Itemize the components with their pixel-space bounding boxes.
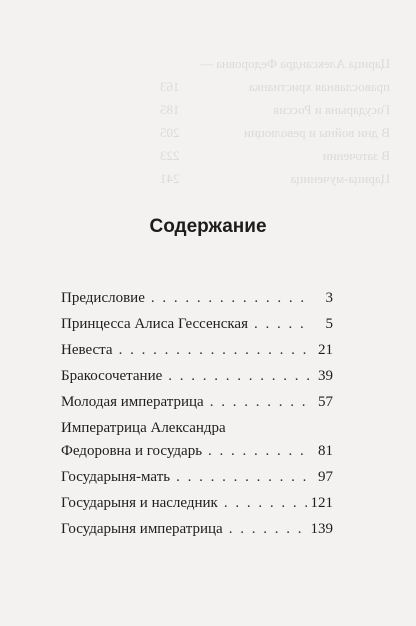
- toc-entry-title-cont: Федоровна и государь: [61, 443, 203, 459]
- page-title: Содержание: [149, 216, 267, 237]
- toc-entry[interactable]: [61, 315, 333, 334]
- dot-leader: [176, 468, 309, 487]
- bleed-line: Царица Александра Федоровна —: [199, 56, 390, 71]
- toc-entry-page: 21: [318, 342, 333, 358]
- toc-entry-title: Государыня-мать: [61, 469, 171, 485]
- dot-leader: [210, 393, 309, 412]
- toc-entry-page: 3: [325, 290, 333, 306]
- dot-leader: [229, 520, 307, 539]
- toc-entry-page: 97: [318, 469, 333, 485]
- toc-entry-title: Молодая императрица: [61, 394, 204, 410]
- toc-entry-page: 5: [325, 316, 333, 332]
- toc-entry-title: Невеста: [61, 342, 113, 358]
- toc-entry[interactable]: [61, 520, 333, 539]
- bleed-line: православная христианка 163: [160, 79, 390, 94]
- bleed-line: В заточении 223: [160, 148, 390, 163]
- table-of-contents: [61, 289, 333, 546]
- toc-entry[interactable]: [61, 393, 333, 412]
- bleed-line: В дни войны и революции 205: [160, 125, 390, 140]
- toc-entry[interactable]: [61, 419, 333, 461]
- bleed-line: Царица-мученица 241: [160, 171, 390, 186]
- bleed-through-text: [160, 52, 390, 190]
- toc-entry-page: 81: [318, 443, 333, 459]
- toc-entry-continuation: [61, 442, 333, 461]
- toc-entry-title: Бракосочетание: [61, 368, 163, 384]
- dot-leader: [151, 289, 309, 308]
- dot-leader: [254, 315, 309, 334]
- dot-leader: [208, 442, 309, 461]
- toc-entry[interactable]: [61, 468, 333, 487]
- toc-entry-title: Государыня и наследник: [61, 495, 218, 511]
- bleed-line: Государыня и Россия 185: [160, 102, 390, 117]
- toc-entry-page: 57: [318, 394, 333, 410]
- dot-leader: [168, 367, 309, 386]
- toc-entry[interactable]: [61, 289, 333, 308]
- toc-entry-title: Императрица Александра: [61, 420, 226, 436]
- toc-entry[interactable]: [61, 341, 333, 360]
- dot-leader: [119, 341, 309, 360]
- toc-entry-page: 39: [318, 368, 333, 384]
- toc-entry-page: 121: [310, 495, 333, 511]
- toc-entry-title: Государыня императрица: [61, 521, 223, 537]
- toc-entry[interactable]: [61, 494, 333, 513]
- toc-entry[interactable]: [61, 367, 333, 386]
- toc-entry-page: 139: [310, 521, 333, 537]
- toc-entry-title: Принцесса Алиса Гессенская: [61, 316, 248, 332]
- toc-entry-title: Предисловие: [61, 290, 145, 306]
- dot-leader: [224, 494, 307, 513]
